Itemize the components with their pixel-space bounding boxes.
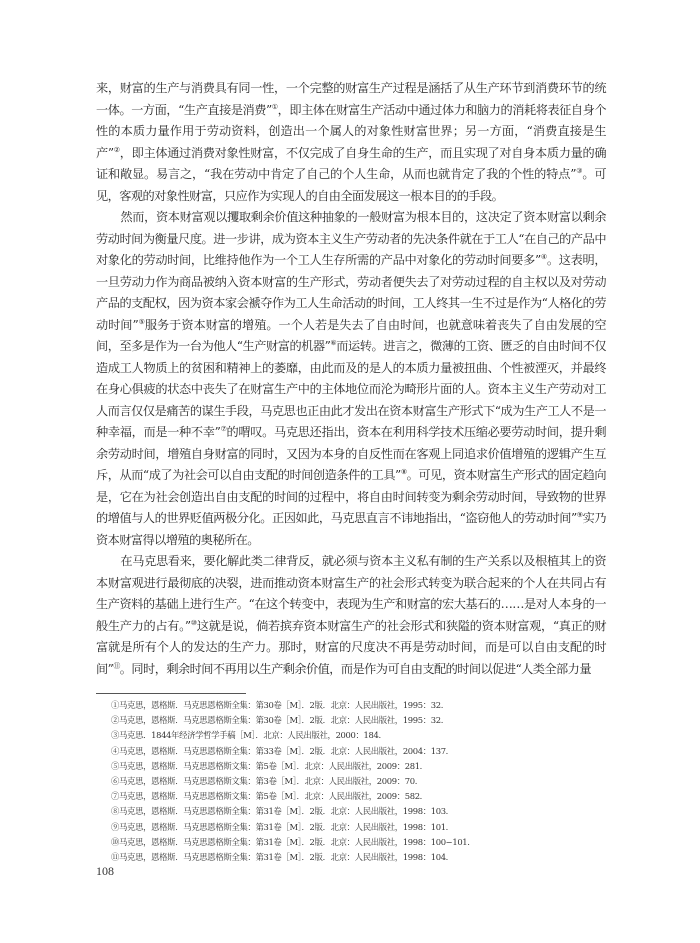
footnote: ⑨马克思，恩格斯．马克思恩格斯全集：第31卷［M］．2版．北京：人民出版社，1998：101.	[111, 821, 448, 832]
text-run: 服务于资本财富的增殖。一个人若是失去了自由时间，也就意味着丧失了自由发展的空间，至多是作为一台为他人“生产财富的机器”	[96, 317, 606, 353]
text-run: 在马克思看来，要化解此类二律背反，就必须与资本主义私有制的生产关系以及根植其上的资本财富观进行最彻底的决裂，进而推动资本财富生产的社会形式转变为联合起来的个人在共同占有生产资料的基础上进行生产。“在这个转变中，表现为生产和财富的宏大基石的……是对人本身的一般生产力的占有。”	[96, 554, 606, 633]
footnote: ⑧马克思，恩格斯．马克思恩格斯全集：第31卷［M］．2版．北京：人民出版社，1998：103.	[111, 806, 448, 817]
text-run: 。可见，客观的对象性财富，只应作为实现人的自由全面发展这一根本目的的手段。	[96, 167, 606, 203]
footnote: ②马克思，恩格斯．马克思恩格斯全集：第30卷［M］．2版．北京：人民出版社，1995：32.	[111, 715, 444, 726]
footnote: ⑥马克思，恩格斯．马克思恩格斯文集：第3卷［M］．北京：人民出版社，2009：70.	[111, 776, 418, 787]
footnote-ref[interactable]: ⑩	[190, 618, 197, 627]
footnote-ref[interactable]: ⑨	[576, 510, 583, 519]
footnote-ref[interactable]: ①	[271, 102, 278, 111]
footnote-ref[interactable]: ⑤	[138, 317, 145, 326]
text-run: 。可见，资本财富生产形式的固定趋向是，它在为社会创造出自由支配的时间的过程中，将自由时间转变为剩余劳动时间，导致物的世界的增值与人的世界贬值两极分化。正因如此，马克思直言不讳地指出，“盗窃他人的劳动时间”	[96, 468, 606, 525]
footnote-ref[interactable]: ②	[113, 145, 120, 154]
footnote: ⑤马克思，恩格斯．马克思恩格斯文集：第5卷［M］．北京：人民出版社，2009：281.	[111, 760, 422, 771]
text-run: 。这表明，一旦劳动力作为商品被纳入资本财富的生产形式，劳动者便失去了对劳动过程的自主权以及对劳动产品的支配权，因为资本家会褫夺作为工人生命活动的时间，工人终其一生不过是作为“人格化的劳动时间”	[96, 253, 606, 332]
paragraph-1	[96, 78, 606, 207]
footnote: ④马克思，恩格斯．马克思恩格斯全集：第33卷［M］．2版．北京：人民出版社，2004：137.	[111, 745, 448, 756]
footnotes	[111, 698, 606, 865]
text-run: 来，财富的生产与消费具有同一性，一个完整的财富生产过程是涵括了从生产环节到消费环节的统一体。一方面，“生产直接是消费”	[96, 81, 606, 117]
text-run: 的喟叹。马克思还指出，资本在利用科学技术压缩必要劳动时间，提升剩余劳动时间，增殖自身财富的同时，又因为本身的自反性而在客观上同追求价值增殖的逻辑产生互斥，从而“成了为社会可以自由支配的时间创造条件的工具”	[96, 425, 606, 482]
footnote-ref[interactable]: ⑧	[400, 467, 407, 476]
footnote: ⑪马克思，恩格斯．马克思恩格斯全集：第31卷［M］．2版．北京：人民出版社，1998：104.	[111, 852, 448, 863]
body-text	[96, 78, 606, 680]
footnote-ref[interactable]: ④	[540, 252, 547, 261]
footnote-ref[interactable]: ⑪	[113, 661, 120, 670]
footnote-divider	[96, 693, 246, 694]
footnote: ③马克思．1844年经济学哲学手稿［M］．北京：人民出版社，2000：184.	[111, 730, 381, 741]
footnote: ①马克思，恩格斯．马克思恩格斯全集：第30卷［M］．2版．北京：人民出版社，1995：32.	[111, 700, 444, 710]
footnote: ⑩马克思，恩格斯．马克思恩格斯全集：第31卷［M］．2版．北京：人民出版社，1998：100−101.	[111, 836, 470, 847]
text-run: ，即主体在财富生产活动中通过体力和脑力的消耗将表征自身个性的本质力量作用于劳动资料，创造出一个属人的对象性财富世界；另一方面，“消费直接是生产”	[96, 102, 606, 160]
text-run: 然而，资本财富观以攫取剩余价值这种抽象的一般财富为根本目的，这决定了资本财富以剩余劳动时间为衡量尺度。进一步讲，成为资本主义生产劳动者的先决条件就在于工人“在自己的产品中对象化的劳动时间，比维持他作为一个工人生存所需的产品中对象化的劳动时间要多”	[96, 210, 606, 267]
paragraph-3	[96, 551, 606, 680]
footnote: ⑦马克思，恩格斯．马克思恩格斯文集：第5卷［M］．北京：人民出版社，2009：582.	[111, 791, 422, 802]
text-run: ，即主体通过消费对象性财富，不仅完成了自身生命的生产，而且实现了对自身本质力量的确证和敞显。易言之，“我在劳动中肯定了自己的个人生命，从而也就肯定了我的个性的特点”	[96, 145, 606, 181]
text-run: 。同时，剩余时间不再用以生产剩余价值，而是作为可自由支配的时间以促进“人类全部力量	[119, 661, 591, 676]
footnote-ref[interactable]: ⑦	[220, 424, 227, 433]
text-run: 这就是说，倘若摈弃资本财富生产的社会形式和狭隘的资本财富观，“真正的财富就是所有个人的发达的生产力。那时，财富的尺度决不再是劳动时间，而是可以自由支配的时间”	[96, 618, 607, 676]
page-number: 108	[96, 864, 114, 878]
footnote-ref[interactable]: ③	[575, 166, 583, 175]
footnote-ref[interactable]: ⑥	[330, 338, 337, 347]
text-run: 实乃资本财富得以增殖的奥秘所在。	[96, 511, 606, 547]
paragraph-2	[96, 207, 606, 551]
text-run: 而运转。进言之，微薄的工资、匮乏的自由时间不仅造成工人物质上的贫困和精神上的萎靡，由此而及的是人的本质力量被扭曲、个性被湮灭，并最终在身心俱疲的状态中丧失了在财富生产中的主体地位而沦为畸形片面的人。资本主义生产劳动对工人而言仅仅是痛苦的谋生手段，马克思也正由此才发出在资本财富生产形式下“成为生产工人不是一种幸福，而是一种不幸”	[96, 339, 606, 439]
